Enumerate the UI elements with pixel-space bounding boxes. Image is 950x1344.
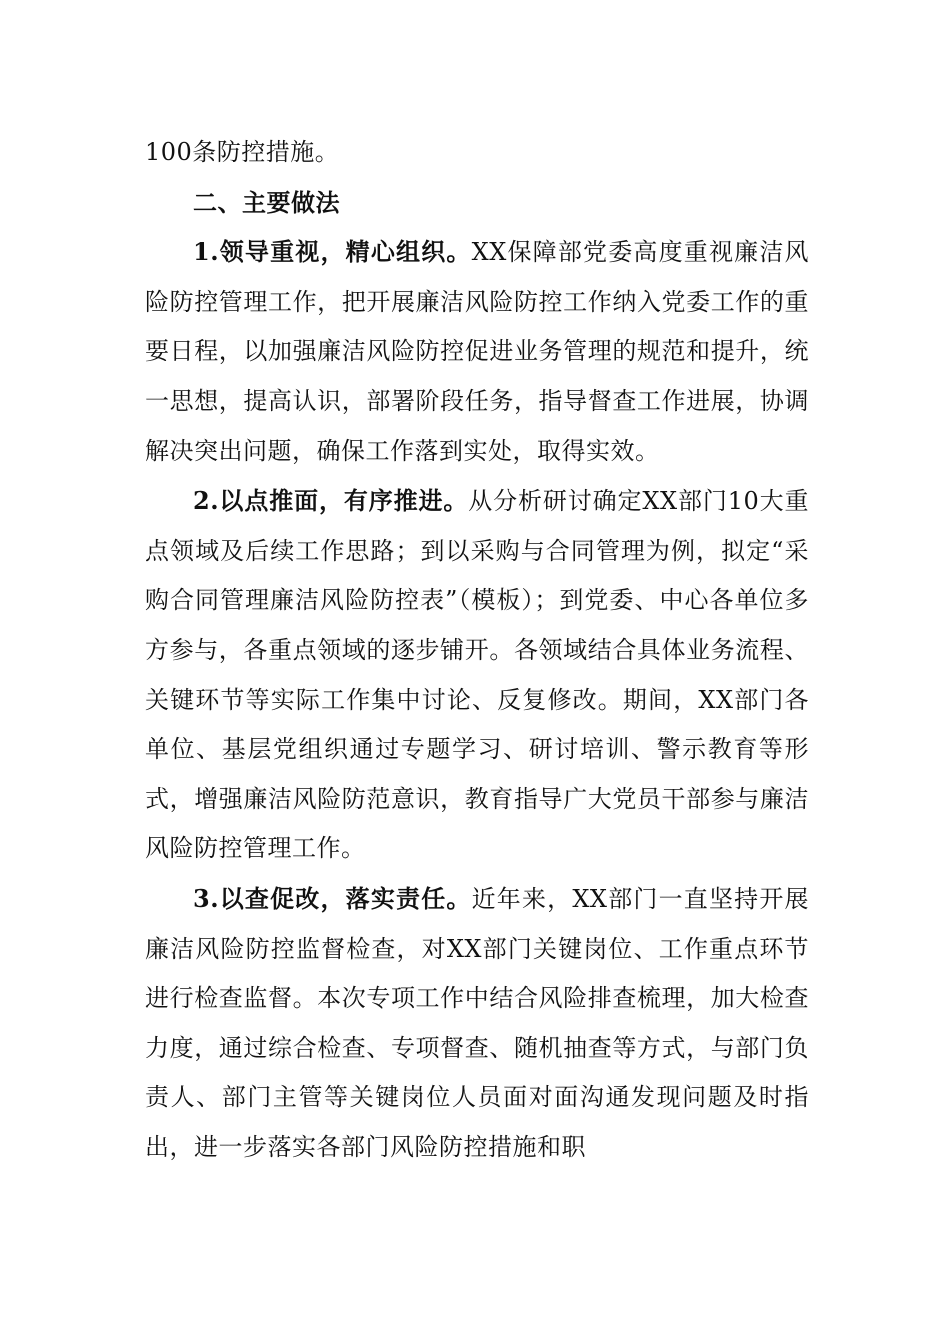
- item-paragraph-3: [145, 874, 809, 1173]
- item-paragraph-1: [145, 227, 809, 476]
- item-lead-3: 3.以查促改，落实责任。: [193, 883, 472, 913]
- document-body: [145, 128, 809, 1172]
- item-lead-1: 1.领导重视，精心组织。: [193, 237, 472, 267]
- item-body-1: XX保障部党委高度重视廉洁风险防控管理工作，把开展廉洁风险防控工作纳入党委工作的重要日程，以加强廉洁风险防控促进业务管理的规范和提升，统一思想，提高认识，部署阶段任务，指导督查工作进展，协调解决突出问题，确保工作落到实处，取得实效。: [145, 238, 810, 465]
- item-paragraph-2: [145, 476, 809, 874]
- item-body-2: 从分析研讨确定XX部门10大重点领域及后续工作思路；到以采购与合同管理为例，拟定“采购合同管理廉洁风险防控表”（模板）；到党委、中心各单位多方参与，各重点领域的逐步铺开。各领域结合具体业务流程、关键环节等实际工作集中讨论、反复修改。期间，XX部门各单位、基层党组织通过专题学习、研讨培训、警示教育等形式，增强廉洁风险防范意识，教育指导广大党员干部参与廉洁风险防控管理工作。: [145, 487, 809, 863]
- intro-continuation: 100条防控措施。: [145, 138, 340, 166]
- item-body-3: 近年来，XX部门一直坚持开展廉洁风险防控监督检查，对XX部门关键岗位、工作重点环节进行检查监督。本次专项工作中结合风险排查梳理，加大检查力度，通过综合检查、专项督查、随机抽查等方式，与部门负责人、部门主管等关键岗位人员面对面沟通发现问题及时指出，进一步落实各部门风险防控措施和职: [145, 884, 810, 1161]
- section-heading: 二、主要做法: [193, 187, 340, 217]
- item-lead-2: 2.以点推面，有序推进。: [193, 486, 469, 516]
